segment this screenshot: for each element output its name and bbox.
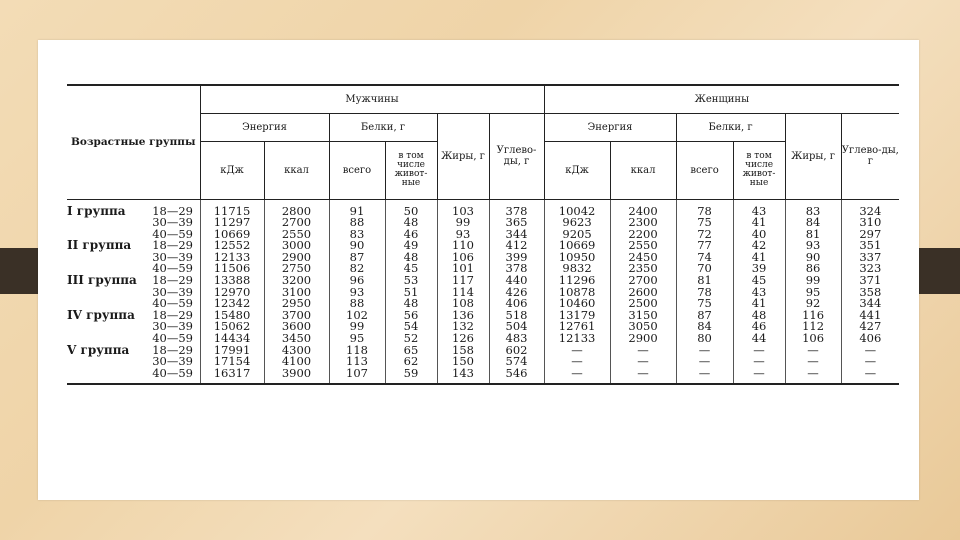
men-value-cell: 107 [329, 368, 385, 385]
age-range: 18—29 [152, 307, 193, 322]
men-value-cell: 56 [385, 310, 437, 322]
men-value-cell: 91 [329, 199, 385, 217]
age-range: 40—59 [152, 296, 193, 311]
men-value-cell: 399 [489, 252, 544, 264]
age-range: 18—29 [152, 203, 193, 218]
women-value-cell: — [610, 356, 676, 368]
men-value-cell: 88 [329, 217, 385, 229]
men-value-cell: 51 [385, 287, 437, 299]
header-men-carbs: Углево-ды, г [489, 113, 544, 199]
table-body [67, 199, 899, 384]
men-value-cell: 518 [489, 310, 544, 322]
women-value-cell: 70 [676, 263, 733, 275]
women-value-cell: 2450 [610, 252, 676, 264]
women-value-cell: — [544, 368, 610, 385]
women-value-cell: 95 [785, 287, 841, 299]
men-value-cell: 48 [385, 217, 437, 229]
header-women-fats: Жиры, г [785, 113, 841, 199]
men-value-cell: 96 [329, 275, 385, 287]
women-value-cell: 93 [785, 240, 841, 252]
men-value-cell: 10669 [200, 229, 264, 241]
men-value-cell: 88 [329, 298, 385, 310]
header-women-protein-total: всего [676, 141, 733, 199]
header-men-kcal: ккал [264, 141, 329, 199]
men-value-cell: 110 [437, 240, 489, 252]
group-label: IV группа [67, 307, 135, 322]
women-value-cell: 10042 [544, 199, 610, 217]
women-value-cell: 10460 [544, 298, 610, 310]
header-women: Женщины [544, 85, 899, 113]
header-women-kcal: ккал [610, 141, 676, 199]
women-value-cell: 11296 [544, 275, 610, 287]
men-value-cell: 2800 [264, 199, 329, 217]
women-value-cell: 10669 [544, 240, 610, 252]
men-value-cell: 102 [329, 310, 385, 322]
men-value-cell: 15062 [200, 321, 264, 333]
age-range: 18—29 [152, 238, 193, 253]
women-value-cell: 337 [841, 252, 899, 264]
men-value-cell: 3000 [264, 240, 329, 252]
women-value-cell: 323 [841, 263, 899, 275]
women-value-cell: 80 [676, 333, 733, 345]
men-value-cell: 158 [437, 345, 489, 357]
women-value-cell: 344 [841, 298, 899, 310]
women-value-cell: 43 [733, 199, 785, 217]
women-value-cell: 116 [785, 310, 841, 322]
women-value-cell: — [785, 368, 841, 385]
age-range: 40—59 [152, 365, 193, 380]
group-label: III группа [67, 273, 137, 288]
age-range: 30—39 [152, 354, 193, 369]
header-women-kj: кДж [544, 141, 610, 199]
men-value-cell: 11297 [200, 217, 264, 229]
men-value-cell: 12970 [200, 287, 264, 299]
men-value-cell: 143 [437, 368, 489, 385]
men-value-cell: 113 [329, 356, 385, 368]
women-value-cell: 92 [785, 298, 841, 310]
women-value-cell: 2600 [610, 287, 676, 299]
women-value-cell: 40 [733, 229, 785, 241]
men-value-cell: 83 [329, 229, 385, 241]
women-value-cell: — [676, 368, 733, 385]
age-group-cell [67, 365, 200, 385]
women-value-cell: — [544, 356, 610, 368]
women-value-cell: — [841, 356, 899, 368]
women-value-cell: 10950 [544, 252, 610, 264]
women-value-cell: — [676, 356, 733, 368]
women-value-cell: 75 [676, 217, 733, 229]
nutrition-norms-table [67, 84, 899, 385]
men-value-cell: 95 [329, 333, 385, 345]
women-value-cell: — [610, 345, 676, 357]
women-value-cell: 9623 [544, 217, 610, 229]
left-decor-bar [0, 248, 42, 294]
men-value-cell: 3450 [264, 333, 329, 345]
women-value-cell: 99 [785, 275, 841, 287]
men-value-cell: 426 [489, 287, 544, 299]
women-value-cell: 75 [676, 298, 733, 310]
table-row [67, 368, 899, 385]
men-value-cell: 114 [437, 287, 489, 299]
men-value-cell: 50 [385, 199, 437, 217]
women-value-cell: 371 [841, 275, 899, 287]
women-value-cell: 358 [841, 287, 899, 299]
men-value-cell: 108 [437, 298, 489, 310]
women-value-cell: 2550 [610, 240, 676, 252]
men-value-cell: 12552 [200, 240, 264, 252]
men-value-cell: 59 [385, 368, 437, 385]
women-value-cell: 81 [676, 275, 733, 287]
age-range: 30—39 [152, 249, 193, 264]
men-value-cell: 12133 [200, 252, 264, 264]
women-value-cell: 84 [676, 321, 733, 333]
women-value-cell: 324 [841, 199, 899, 217]
women-value-cell: 39 [733, 263, 785, 275]
women-value-cell: 297 [841, 229, 899, 241]
women-value-cell: — [841, 345, 899, 357]
men-value-cell: 48 [385, 298, 437, 310]
women-value-cell: 41 [733, 298, 785, 310]
women-value-cell: 41 [733, 252, 785, 264]
women-value-cell: 78 [676, 287, 733, 299]
age-range: 40—59 [152, 261, 193, 276]
men-value-cell: 3600 [264, 321, 329, 333]
men-value-cell: 11715 [200, 199, 264, 217]
women-value-cell: 87 [676, 310, 733, 322]
header-women-carbs: Углево-ды, г [841, 113, 899, 199]
men-value-cell: 106 [437, 252, 489, 264]
men-value-cell: 65 [385, 345, 437, 357]
men-value-cell: 46 [385, 229, 437, 241]
women-value-cell: 13179 [544, 310, 610, 322]
women-value-cell: 9205 [544, 229, 610, 241]
men-value-cell: 136 [437, 310, 489, 322]
men-value-cell: 82 [329, 263, 385, 275]
age-range: 18—29 [152, 342, 193, 357]
women-value-cell: 106 [785, 333, 841, 345]
women-value-cell: 48 [733, 310, 785, 322]
men-value-cell: 378 [489, 199, 544, 217]
men-value-cell: 101 [437, 263, 489, 275]
men-value-cell: 90 [329, 240, 385, 252]
header-women-energy: Энергия [544, 113, 676, 141]
men-value-cell: 150 [437, 356, 489, 368]
women-value-cell: — [785, 345, 841, 357]
men-value-cell: 406 [489, 298, 544, 310]
men-value-cell: 2700 [264, 217, 329, 229]
header-men-protein-animal: в том числе живот-ные [385, 141, 437, 199]
men-value-cell: 53 [385, 275, 437, 287]
men-value-cell: 2750 [264, 263, 329, 275]
men-value-cell: 99 [329, 321, 385, 333]
men-value-cell: 93 [437, 229, 489, 241]
women-value-cell: 3050 [610, 321, 676, 333]
women-value-cell: 44 [733, 333, 785, 345]
men-value-cell: 14434 [200, 333, 264, 345]
group-label: V группа [67, 342, 130, 357]
header-men-energy: Энергия [200, 113, 329, 141]
women-value-cell: 78 [676, 199, 733, 217]
men-value-cell: 12342 [200, 298, 264, 310]
men-value-cell: 126 [437, 333, 489, 345]
men-value-cell: 54 [385, 321, 437, 333]
women-value-cell: 2200 [610, 229, 676, 241]
women-value-cell: — [733, 368, 785, 385]
men-value-cell: 87 [329, 252, 385, 264]
header-women-protein-animal: в том числе живот-ные [733, 141, 785, 199]
men-value-cell: 3100 [264, 287, 329, 299]
women-value-cell: — [610, 368, 676, 385]
women-value-cell: 41 [733, 217, 785, 229]
women-value-cell: — [544, 345, 610, 357]
men-value-cell: 3900 [264, 368, 329, 385]
group-label: I группа [67, 203, 126, 218]
men-value-cell: 16317 [200, 368, 264, 385]
women-value-cell: 2500 [610, 298, 676, 310]
women-value-cell: 43 [733, 287, 785, 299]
women-value-cell: 441 [841, 310, 899, 322]
men-value-cell: 17154 [200, 356, 264, 368]
age-range: 18—29 [152, 273, 193, 288]
women-value-cell: 12761 [544, 321, 610, 333]
women-value-cell: — [841, 368, 899, 385]
women-value-cell: 84 [785, 217, 841, 229]
women-value-cell: — [676, 345, 733, 357]
women-value-cell: — [733, 356, 785, 368]
women-value-cell: 427 [841, 321, 899, 333]
men-value-cell: 62 [385, 356, 437, 368]
men-value-cell: 546 [489, 368, 544, 385]
group-label: II группа [67, 238, 132, 253]
header-men: Мужчины [200, 85, 544, 113]
header-men-kj: кДж [200, 141, 264, 199]
header-women-proteins: Белки, г [676, 113, 785, 141]
men-value-cell: 103 [437, 199, 489, 217]
men-value-cell: 3200 [264, 275, 329, 287]
men-value-cell: 4300 [264, 345, 329, 357]
women-value-cell: 42 [733, 240, 785, 252]
men-value-cell: 132 [437, 321, 489, 333]
men-value-cell: 504 [489, 321, 544, 333]
women-value-cell: 86 [785, 263, 841, 275]
women-value-cell: 72 [676, 229, 733, 241]
women-value-cell: 83 [785, 199, 841, 217]
women-value-cell: 12133 [544, 333, 610, 345]
women-value-cell: 351 [841, 240, 899, 252]
header-men-proteins: Белки, г [329, 113, 437, 141]
women-value-cell: 45 [733, 275, 785, 287]
men-value-cell: 2950 [264, 298, 329, 310]
men-value-cell: 49 [385, 240, 437, 252]
women-value-cell: — [785, 356, 841, 368]
men-value-cell: 11506 [200, 263, 264, 275]
men-value-cell: 99 [437, 217, 489, 229]
women-value-cell: 2900 [610, 333, 676, 345]
men-value-cell: 365 [489, 217, 544, 229]
women-value-cell: 2350 [610, 263, 676, 275]
age-range: 30—39 [152, 215, 193, 230]
slide-card [38, 40, 919, 500]
men-value-cell: 13388 [200, 275, 264, 287]
women-value-cell: 2400 [610, 199, 676, 217]
age-range: 40—59 [152, 331, 193, 346]
men-value-cell: 15480 [200, 310, 264, 322]
age-range: 30—39 [152, 319, 193, 334]
men-value-cell: 52 [385, 333, 437, 345]
women-value-cell: 10878 [544, 287, 610, 299]
women-value-cell: 112 [785, 321, 841, 333]
right-decor-bar [918, 248, 960, 294]
men-value-cell: 118 [329, 345, 385, 357]
women-value-cell: 2700 [610, 275, 676, 287]
men-value-cell: 3700 [264, 310, 329, 322]
women-value-cell: 3150 [610, 310, 676, 322]
men-value-cell: 574 [489, 356, 544, 368]
men-value-cell: 4100 [264, 356, 329, 368]
men-value-cell: 17991 [200, 345, 264, 357]
header-age-groups: Возрастные группы [67, 85, 200, 199]
header-men-protein-total: всего [329, 141, 385, 199]
women-value-cell: 46 [733, 321, 785, 333]
men-value-cell: 45 [385, 263, 437, 275]
header-men-fats: Жиры, г [437, 113, 489, 199]
age-range: 40—59 [152, 226, 193, 241]
women-value-cell: 74 [676, 252, 733, 264]
women-value-cell: — [733, 345, 785, 357]
women-value-cell: 81 [785, 229, 841, 241]
men-value-cell: 378 [489, 263, 544, 275]
men-value-cell: 602 [489, 345, 544, 357]
women-value-cell: 9832 [544, 263, 610, 275]
women-value-cell: 406 [841, 333, 899, 345]
women-value-cell: 2300 [610, 217, 676, 229]
men-value-cell: 412 [489, 240, 544, 252]
women-value-cell: 77 [676, 240, 733, 252]
men-value-cell: 117 [437, 275, 489, 287]
men-value-cell: 93 [329, 287, 385, 299]
men-value-cell: 2900 [264, 252, 329, 264]
age-range: 30—39 [152, 284, 193, 299]
men-value-cell: 2550 [264, 229, 329, 241]
women-value-cell: 90 [785, 252, 841, 264]
women-value-cell: 310 [841, 217, 899, 229]
men-value-cell: 440 [489, 275, 544, 287]
men-value-cell: 344 [489, 229, 544, 241]
men-value-cell: 483 [489, 333, 544, 345]
men-value-cell: 48 [385, 252, 437, 264]
